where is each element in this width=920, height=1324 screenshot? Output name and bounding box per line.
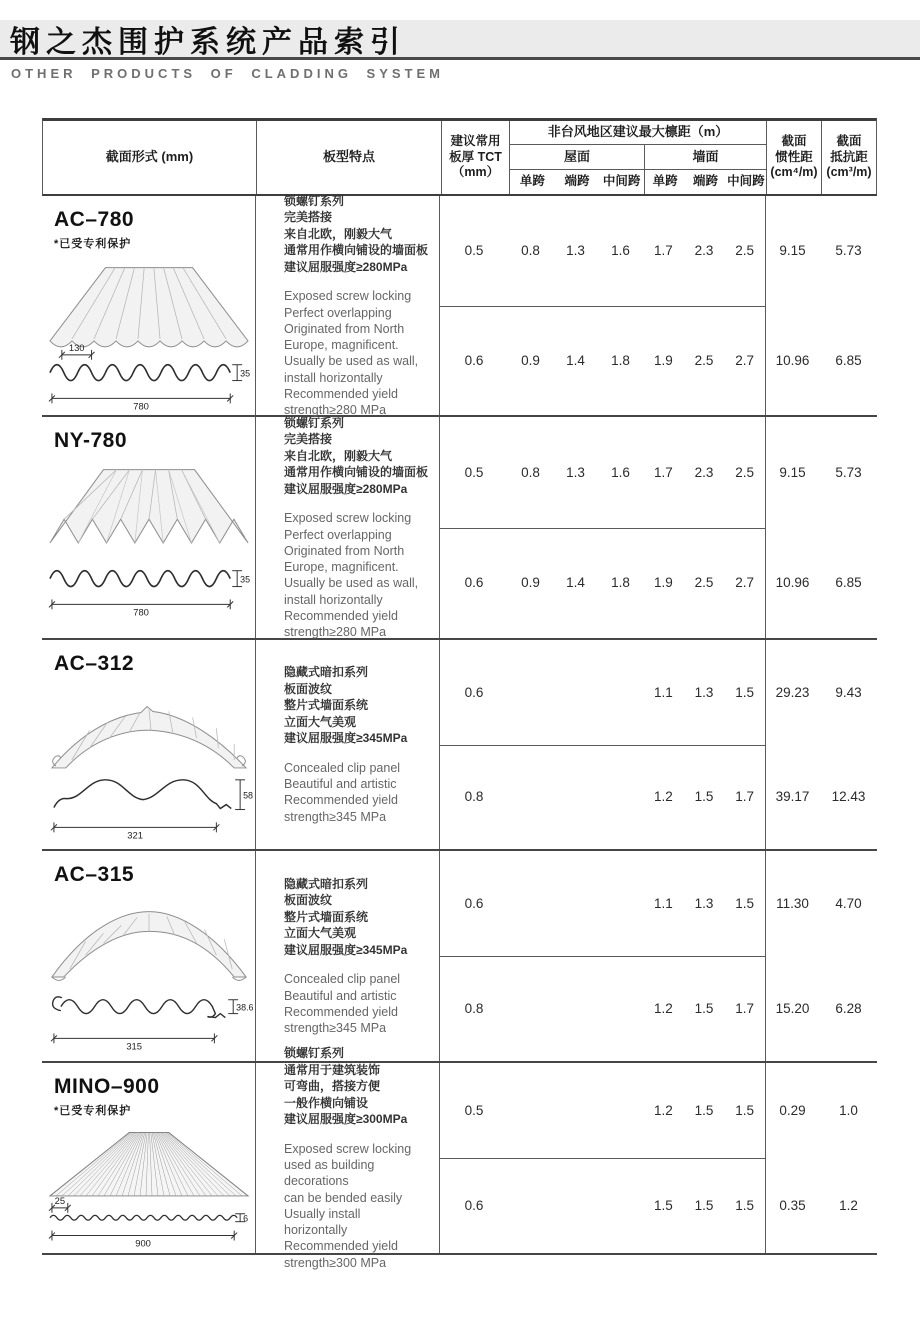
wall-span-values (643, 465, 765, 480)
col-header-wall: 墙面 (644, 145, 766, 170)
features-english: Exposed screw locking Perfect overlapping Originated from North Europe, magnificent. Usually be used as wall, install horizontally Recommended yield strength≥280 MPa (284, 289, 419, 418)
wall-single-span: 1.7 (653, 243, 673, 259)
col-header-panel-features: 板型特点 (256, 121, 441, 194)
wall-single-span: 1.2 (653, 1103, 673, 1118)
features-chinese: 锁螺钉系列 完美搭接 来自北欧，刚毅大气 通常用作横向铺设的墙面板 建议屈服强度≥280MPa (284, 415, 429, 496)
product-row (42, 193, 877, 418)
section-form-cell (42, 417, 255, 638)
col-header-roof-span-types: 单跨 端跨 中间跨 (509, 170, 644, 194)
tct-value: 0.6 (464, 352, 484, 368)
col-header-tct: 建议常用 板厚 TCT （mm） (441, 121, 509, 194)
dim-label-width: 315 (126, 1040, 142, 1051)
dim-label-width: 321 (127, 829, 143, 840)
profile-drawing (46, 682, 254, 840)
col-header-max-purlin-spacing: 非台风地区建议最大檩距（m） (509, 121, 766, 145)
title-band (0, 20, 920, 60)
features-english: Exposed screw locking Perfect overlapping Originated from North Europe, magnificent. Usually be used as wall, install horizontally Recommended yield strength≥280 MPa (284, 511, 419, 640)
table-header (42, 118, 877, 196)
resistance-value: 1.2 (839, 1198, 858, 1213)
product-index-table (42, 118, 877, 1270)
inertia-value: 10.96 (775, 352, 810, 368)
section-form-cell (42, 196, 255, 415)
product-name: AC–312 (54, 652, 135, 675)
wall-middle-span: 1.7 (735, 1001, 755, 1016)
product-row (42, 417, 877, 640)
wall-span-values (643, 1198, 765, 1213)
roof-single-span: 0.9 (521, 575, 540, 591)
roof-middle-span: 1.6 (611, 243, 630, 259)
wall-end-span: 1.3 (694, 896, 714, 911)
inertia-value: 9.15 (779, 464, 806, 480)
features-chinese: 隐藏式暗扣系列 板面波纹 整片式墙面系统 立面大气美观 建议屈服强度≥345MPa (284, 876, 408, 957)
roof-middle-span: 1.6 (611, 464, 630, 480)
tct-value: 0.6 (464, 684, 484, 700)
wall-end-span: 2.3 (694, 243, 714, 259)
panel-features-cell (255, 640, 440, 849)
tct-value: 0.6 (464, 575, 484, 591)
features-english: Exposed screw locking used as building decorations can be bended easily Usually install horizontally Recommended yield strength≥300 MPa (284, 1141, 412, 1270)
dim-label-height: 6 (243, 1213, 249, 1224)
panel-features-cell (255, 851, 440, 1061)
roof-span-values (508, 243, 643, 258)
wall-single-span: 1.2 (653, 789, 673, 805)
col-header-wall-span-types: 单跨 端跨 中间跨 (644, 170, 766, 194)
wall-middle-span: 2.5 (735, 243, 755, 259)
tct-value: 0.8 (464, 789, 484, 805)
inertia-value: 9.15 (779, 243, 806, 259)
roof-end-span: 1.3 (566, 464, 585, 480)
features-english: Concealed clip panel Beautiful and artistic Recommended yield strength≥345 MPa (284, 760, 401, 824)
inertia-value: 11.30 (776, 896, 809, 911)
dim-label-height: 38.6 (236, 1002, 254, 1013)
wall-middle-span: 2.5 (735, 464, 755, 480)
roof-single-span: 0.8 (521, 243, 540, 259)
inertia-value: 0.35 (779, 1198, 806, 1213)
wall-middle-span: 1.5 (735, 684, 755, 700)
wall-middle-span: 1.7 (735, 789, 755, 805)
wall-single-span: 1.7 (653, 464, 673, 480)
roof-span-values (508, 465, 643, 480)
tct-value: 0.5 (464, 1103, 484, 1118)
wall-end-span: 1.5 (694, 1103, 714, 1118)
roof-single-span: 0.8 (521, 464, 540, 480)
panel-features-cell (255, 1046, 440, 1270)
wall-middle-span: 2.7 (735, 575, 755, 591)
resistance-value: 4.70 (835, 896, 862, 911)
wall-span-values (643, 353, 765, 368)
patent-note: *已受专利保护 (54, 238, 132, 250)
section-form-cell (42, 1063, 255, 1253)
wall-end-span: 1.5 (694, 789, 714, 805)
product-name: AC–780 (54, 208, 135, 231)
inertia-value: 0.29 (779, 1103, 806, 1118)
wall-middle-span: 1.5 (735, 1198, 755, 1213)
dim-label-pitch: 25 (54, 1194, 66, 1206)
resistance-value: 5.73 (835, 464, 862, 480)
inertia-value: 39.17 (775, 789, 810, 805)
wall-span-values (643, 789, 765, 804)
thickness-subrow (440, 1158, 877, 1253)
page-subtitle: OTHER PRODUCTS OF CLADDING SYSTEM (11, 66, 445, 81)
inertia-value: 10.96 (775, 575, 810, 591)
wall-span-values (643, 685, 765, 700)
wall-span-values (643, 243, 765, 258)
tct-value: 0.5 (464, 243, 484, 259)
wall-single-span: 1.9 (653, 352, 673, 368)
wall-single-span: 1.9 (653, 575, 673, 591)
dim-label-width: 780 (133, 606, 149, 618)
profile-drawing (46, 459, 254, 621)
wall-span-values (643, 896, 765, 911)
resistance-value: 6.85 (835, 352, 862, 368)
resistance-value: 5.73 (835, 243, 862, 259)
resistance-value: 9.43 (835, 684, 862, 700)
thickness-subrow (440, 196, 877, 306)
col-header-roof: 屋面 (509, 145, 644, 170)
inertia-value: 15.20 (775, 1001, 810, 1016)
panel-features-cell (255, 417, 440, 638)
profile-drawing (46, 257, 254, 415)
features-chinese: 锁螺钉系列 通常用于建筑装饰 可弯曲，搭接方便 一般作横向铺设 建议屈服强度≥300MPa (284, 1046, 408, 1127)
profile-drawing (46, 893, 254, 1051)
product-row (42, 640, 877, 851)
thickness-subrow (440, 640, 877, 745)
product-name: NY-780 (54, 429, 128, 452)
wall-middle-span: 1.5 (735, 896, 755, 911)
thickness-subrow (440, 956, 877, 1061)
roof-span-values (508, 353, 643, 368)
section-form-cell (42, 851, 255, 1061)
roof-end-span: 1.3 (566, 243, 585, 259)
wall-single-span: 1.1 (653, 684, 673, 700)
wall-end-span: 2.3 (694, 464, 714, 480)
tct-value: 0.5 (464, 464, 484, 480)
product-row (42, 851, 877, 1063)
col-header-resistance: 截面 抵抗距 (cm³/m) (821, 121, 876, 194)
wall-single-span: 1.5 (653, 1198, 673, 1213)
wall-span-values (643, 575, 765, 590)
wall-single-span: 1.1 (653, 896, 673, 911)
tct-value: 0.8 (464, 1001, 484, 1016)
resistance-value: 6.28 (835, 1001, 862, 1016)
wall-end-span: 1.5 (694, 1001, 714, 1016)
roof-span-values (508, 575, 643, 590)
features-english: Concealed clip panel Beautiful and artistic Recommended yield strength≥345 MPa (284, 972, 401, 1036)
roof-middle-span: 1.8 (611, 575, 630, 591)
table-body (42, 193, 877, 1270)
dim-label-pitch: 130 (68, 341, 85, 353)
dim-label-height: 35 (240, 574, 251, 585)
inertia-value: 29.23 (775, 684, 810, 700)
dim-label-height: 58 (243, 790, 254, 801)
wall-middle-span: 1.5 (735, 1103, 755, 1118)
thickness-subrow (440, 745, 877, 850)
wall-end-span: 1.5 (694, 1198, 714, 1213)
tct-value: 0.6 (464, 1198, 484, 1213)
resistance-value: 1.0 (839, 1103, 858, 1118)
wall-span-values (643, 1001, 765, 1016)
dim-label-width: 780 (133, 400, 149, 412)
dim-label-width: 900 (135, 1237, 151, 1249)
product-row (42, 1046, 877, 1270)
roof-end-span: 1.4 (566, 575, 585, 591)
product-name: AC–315 (54, 863, 135, 886)
profile-drawing (46, 1124, 254, 1254)
wall-middle-span: 2.7 (735, 352, 755, 368)
panel-features-cell (255, 193, 440, 418)
section-form-cell (42, 640, 255, 849)
wall-end-span: 2.5 (694, 352, 714, 368)
roof-end-span: 1.4 (566, 352, 585, 368)
wall-end-span: 1.3 (694, 684, 714, 700)
page-title: 钢之杰围护系统产品索引 (10, 25, 406, 59)
resistance-value: 12.43 (831, 789, 866, 805)
features-chinese: 隐藏式暗扣系列 板面波纹 整片式墙面系统 立面大气美观 建议屈服强度≥345MPa (284, 665, 408, 746)
dim-label-height: 35 (240, 368, 251, 379)
thickness-subrow (440, 528, 877, 639)
roof-middle-span: 1.8 (611, 352, 630, 368)
thickness-subrow (440, 851, 877, 956)
col-header-inertia: 截面 惯性距 (cm⁴/m) (766, 121, 821, 194)
tct-value: 0.6 (464, 896, 484, 911)
thickness-subrow (440, 417, 877, 528)
thickness-subrow (440, 306, 877, 416)
resistance-value: 6.85 (835, 575, 862, 591)
col-header-section-form: 截面形式 (mm) (105, 149, 194, 165)
thickness-subrow (440, 1063, 877, 1158)
features-chinese: 锁螺钉系列 完美搭接 来自北欧，刚毅大气 通常用作横向铺设的墙面板 建议屈服强度≥280MPa (284, 193, 429, 274)
product-name: MINO–900 (54, 1075, 160, 1098)
roof-single-span: 0.9 (521, 352, 540, 368)
wall-single-span: 1.2 (653, 1001, 673, 1016)
wall-end-span: 2.5 (694, 575, 714, 591)
patent-note: *已受专利保护 (54, 1105, 132, 1117)
wall-span-values (643, 1103, 765, 1118)
